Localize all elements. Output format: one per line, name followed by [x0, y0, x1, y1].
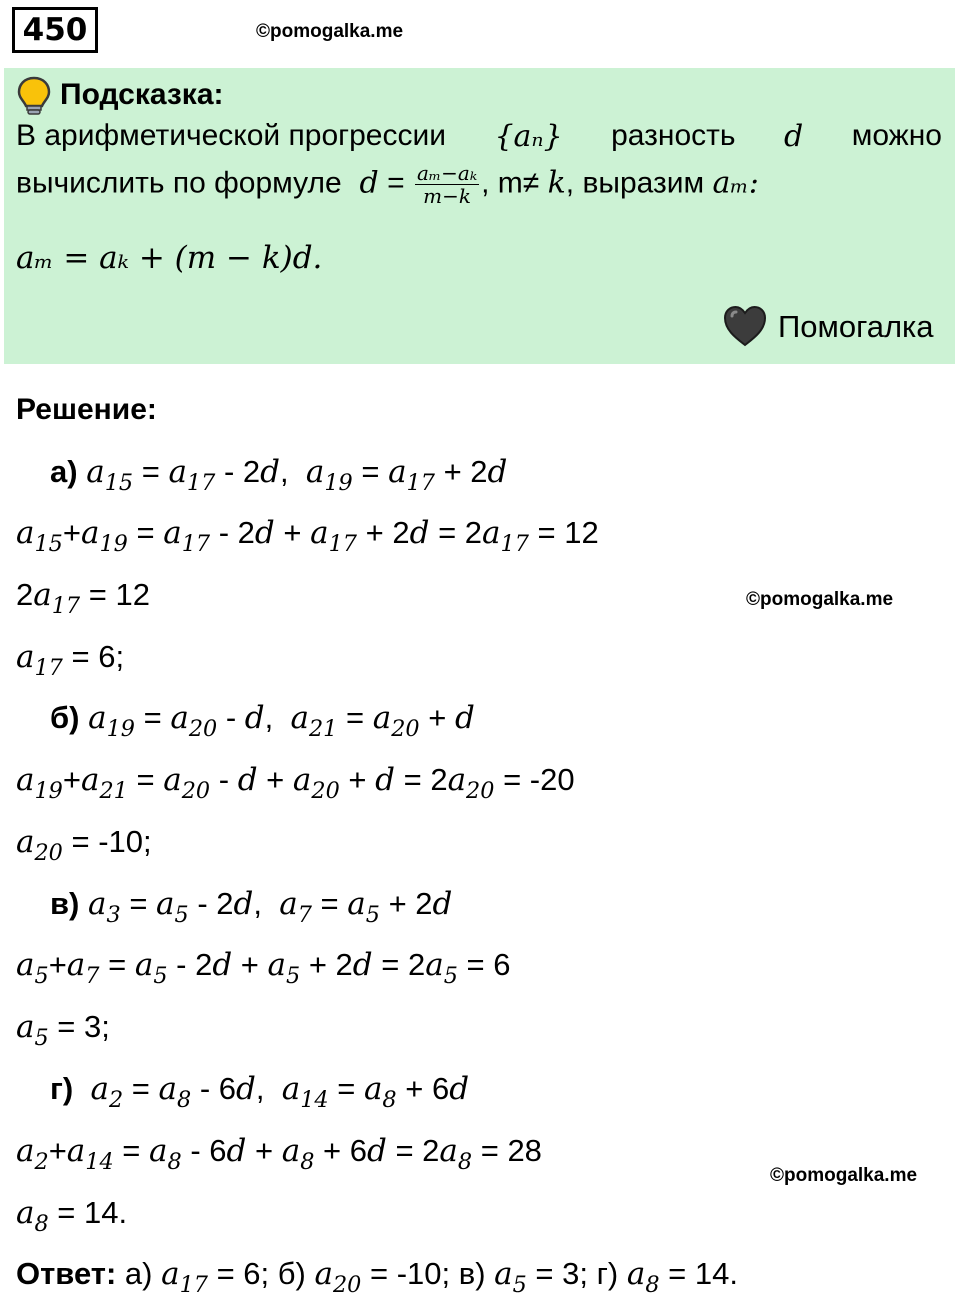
line-b3: $a_{20} = -10$;: [16, 824, 152, 866]
line-a3: $2a_{17} = 12$: [16, 577, 150, 619]
hint-k: k: [547, 165, 566, 201]
label-g: г): [50, 1071, 74, 1106]
line-v3: $a_5 = 3$;: [16, 1009, 110, 1051]
line-g3: $a_8 = 14$.: [16, 1195, 128, 1237]
label-v: в): [50, 886, 80, 921]
watermark-mid: ©pomogalka.me: [746, 589, 894, 610]
hint-d: d: [784, 119, 804, 154]
hint-text-1c: можно: [851, 119, 942, 152]
line-g1: г) $a_2 = a_8 - 6d$, $a_{14} = a_8 + 6d$: [50, 1071, 470, 1113]
line-b2: $a_{19}+a_{21} = a_{20} - d + a_{20} + d = 2a_{20} = -20$: [16, 762, 575, 804]
line-a1: а) $a_{15} = a_{17} - 2d$, $a_{19} = a_{17} + 2d$: [50, 454, 508, 496]
line-v2: $a_5+a_7 = a_5 - 2d + a_5 + 2d = 2a_5 = 6$: [16, 947, 511, 989]
hint-text-1b: разность: [611, 119, 736, 152]
watermark-bottom: ©pomogalka.me: [770, 1165, 918, 1186]
hint-seq: {aₙ}: [494, 119, 563, 154]
hint-am: aₘ:: [712, 165, 759, 201]
lightbulb-icon: [16, 76, 52, 116]
answer-line: Ответ: а) $a_{17} = 6$; б) $a_{20} = -10$; в) $a_5 = 3$; г) $a_8 = 14$.: [16, 1256, 738, 1298]
task-number: 450: [12, 7, 98, 53]
answer-label: Ответ:: [16, 1256, 117, 1291]
label-b: б): [50, 700, 80, 735]
heart-icon: [722, 305, 768, 347]
fraction-numerator: aₘ−aₖ: [416, 161, 478, 185]
line-a2: $a_{15}+a_{19} = a_{17} - 2d + a_{17} + 2d = 2a_{17} = 12$: [16, 515, 599, 557]
line-g2: $a_2+a_{14} = a_8 - 6d + a_8 + 6d = 2a_8 = 28$: [16, 1133, 542, 1175]
hint-text-2a: вычислить по формуле: [16, 166, 342, 200]
brand-name: Помогалка: [778, 309, 934, 344]
fraction-denominator: m−k: [423, 184, 471, 208]
hint-line-1: [16, 119, 942, 154]
label-a: а): [50, 454, 78, 489]
watermark-top: ©pomogalka.me: [256, 21, 404, 42]
hint-fraction: [415, 162, 479, 207]
line-a4: $a_{17} = 6$;: [16, 639, 125, 681]
hint-line-2: вычислить по формуле d = $\frac{\text{aₘ−aₖ}}{m-k}$ , m≠ k, выразим aₘ:: [16, 161, 759, 208]
hint-text-2c: , выразим: [565, 166, 705, 200]
line-b1: б) $a_{19} = a_{20} - d$, $a_{21} = a_{20} + d$: [50, 700, 475, 742]
hint-text-1a: В арифметической прогрессии: [16, 119, 446, 152]
hint-formula: aₘ = aₖ + (m − k)d.: [16, 240, 323, 276]
hint-text-2b: , m≠: [481, 166, 540, 200]
line-v1: в) $a_3 = a_5 - 2d$, $a_7 = a_5 + 2d$: [50, 886, 453, 928]
hint-title: Подсказка:: [60, 78, 224, 111]
solution-title: Решение:: [16, 393, 157, 426]
